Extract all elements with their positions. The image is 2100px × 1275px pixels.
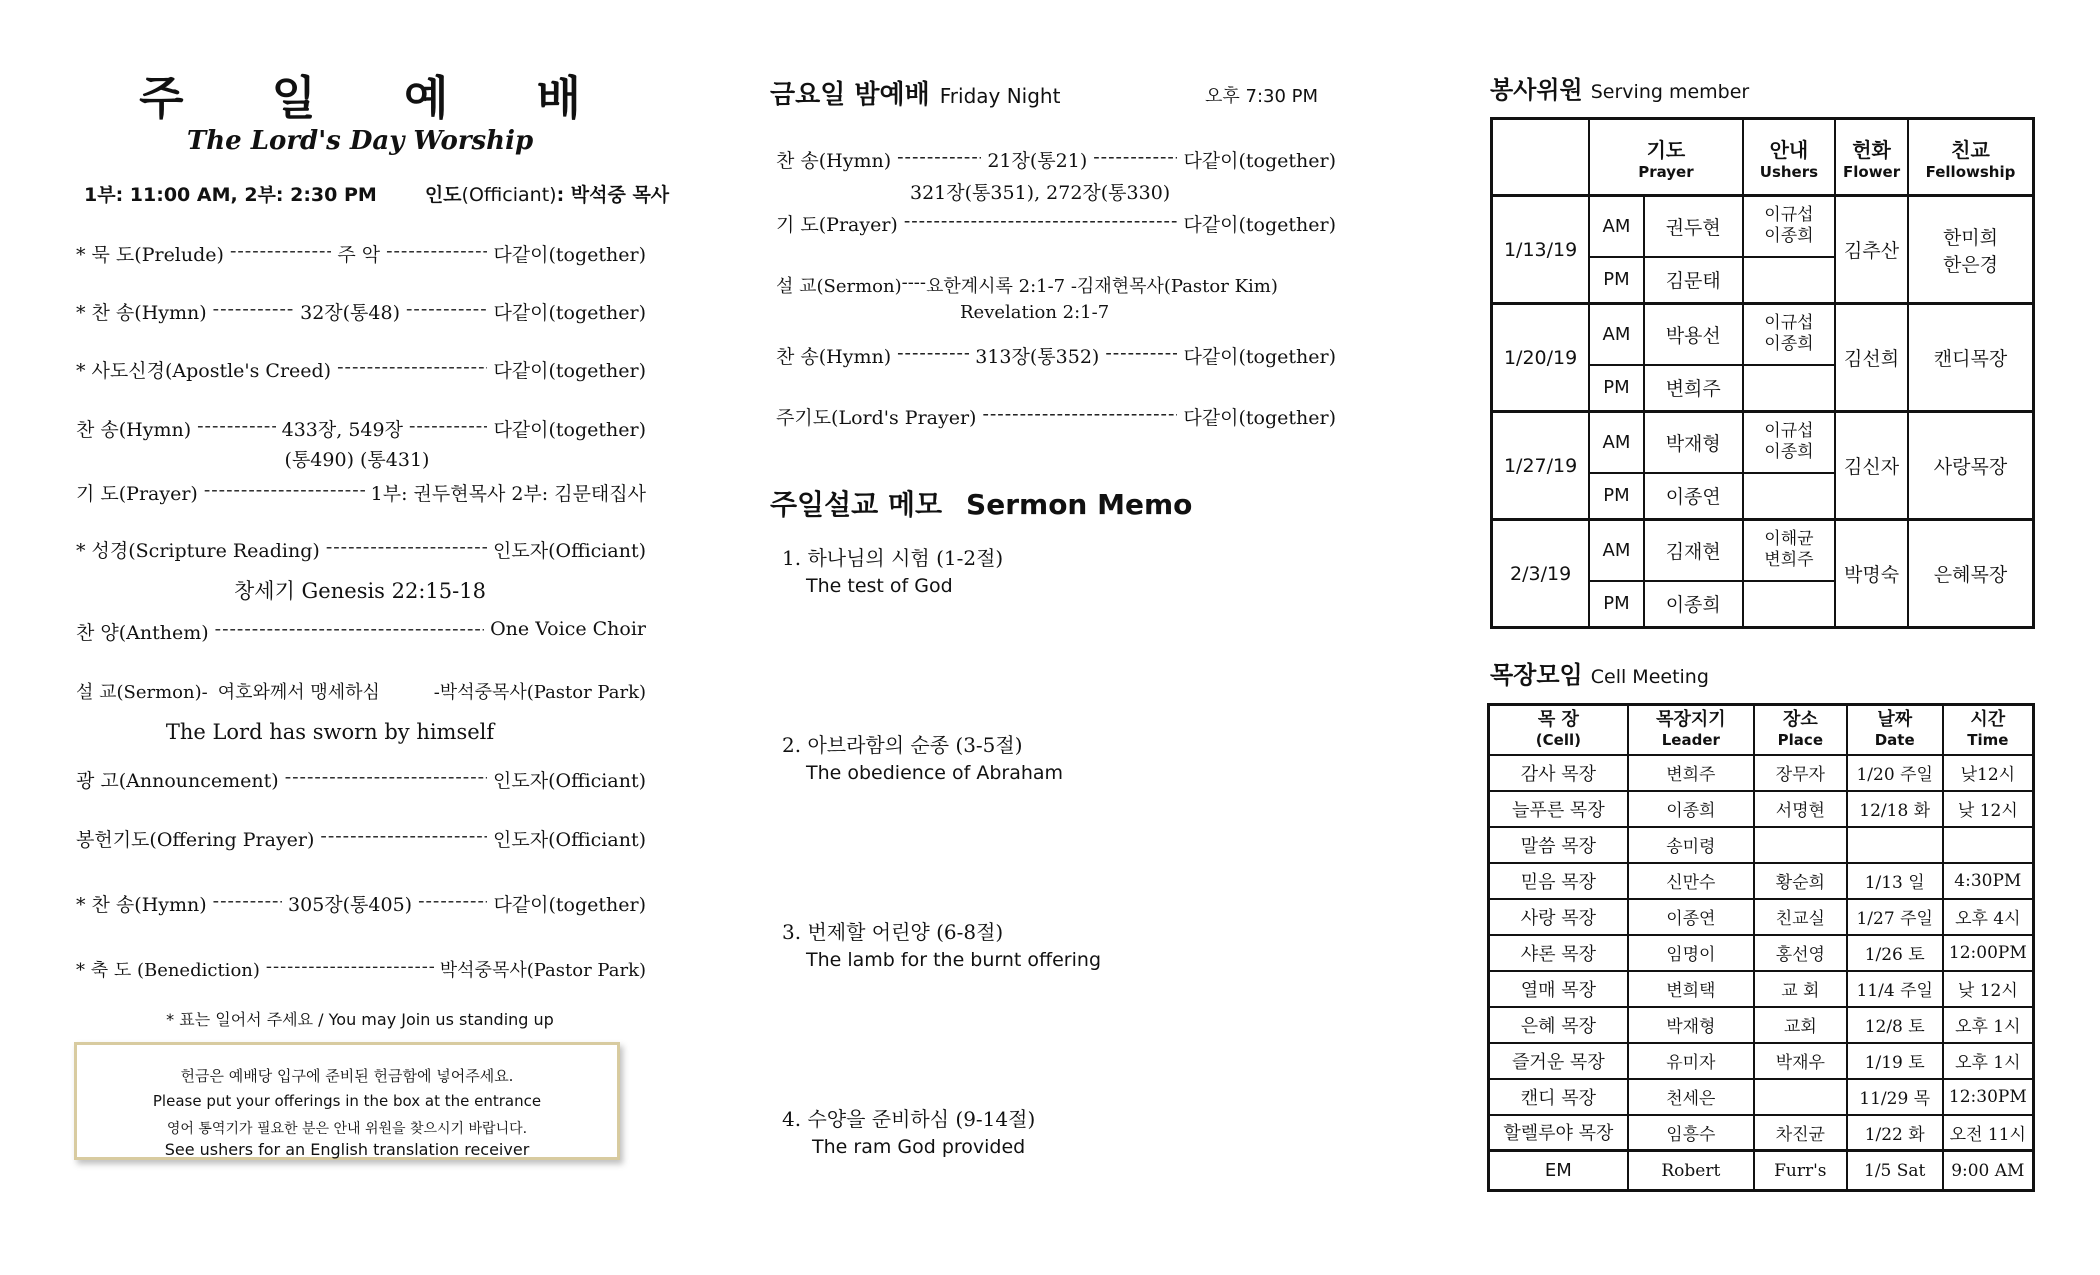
order-item-label: 기 도(Prayer) <box>76 483 198 505</box>
order-dots <box>1105 342 1177 369</box>
order-item-mid: 요한계시록 2:1-7 -김재현목사(Pastor Kim) <box>925 276 1278 297</box>
column-header-ushers: 안내 Ushers <box>1743 119 1836 196</box>
friday-time: 오후 7:30 PM <box>1205 86 1319 107</box>
order-dots <box>285 766 487 793</box>
order-item <box>76 618 646 645</box>
serving-date: 1/13/19 <box>1492 196 1590 304</box>
prayer-pm: 변희주 <box>1644 365 1743 412</box>
column-header-prayer: 기도 Prayer <box>1589 119 1743 196</box>
fellowship: 은혜목장 <box>1908 520 2034 628</box>
flower: 박명숙 <box>1835 520 1908 628</box>
cell-time: 오전 11시 <box>1943 1115 2034 1151</box>
service-times: 1부: 11:00 AM, 2부: 2:30 PM <box>84 184 377 206</box>
cell-time: 오후 1시 <box>1943 1043 2034 1079</box>
serving-and-cell-column <box>1490 0 2050 1275</box>
memo-point-en: The obedience of Abraham <box>806 762 1064 784</box>
table-corner <box>1492 119 1590 196</box>
order-dots <box>326 536 487 563</box>
page-title: 주 일 예 배 <box>139 71 617 125</box>
order-item <box>76 356 646 383</box>
cell-meeting-table <box>1487 703 2035 1192</box>
table-row <box>1492 520 2034 581</box>
cell-date: 1/5 Sat <box>1847 1151 1943 1191</box>
order-dots <box>320 825 487 852</box>
cell-time: 12:30PM <box>1943 1079 2034 1115</box>
flower: 김신자 <box>1835 412 1908 520</box>
cell-place: 박재우 <box>1754 1043 1847 1079</box>
cell-date: 11/4 주일 <box>1847 971 1943 1007</box>
order-item-label: 찬 송(Hymn) <box>776 346 892 368</box>
cell-leader: 신만수 <box>1628 863 1754 899</box>
pm-label: PM <box>1589 581 1644 628</box>
am-label: AM <box>1589 196 1644 257</box>
table-row <box>1489 755 2034 791</box>
memo-point-en: The lamb for the burnt offering <box>806 949 1102 971</box>
order-dots <box>1093 146 1177 173</box>
cell-name: EM <box>1489 1151 1628 1191</box>
cell-date: 1/22 화 <box>1847 1115 1943 1151</box>
prayer-am: 권두현 <box>1644 196 1743 257</box>
memo-point-en: The ram God provided <box>812 1136 1026 1158</box>
worship-order-column <box>70 0 670 1275</box>
table-row <box>1489 1151 2034 1191</box>
offering-notice-en: Please put your offerings in the box at the entrance <box>152 1092 542 1110</box>
order-item-leader: -박석중목사(Pastor Park) <box>433 682 646 703</box>
flower: 김추산 <box>1835 196 1908 304</box>
order-item-label: 광 고(Announcement) <box>76 770 279 792</box>
cell-leader: 유미자 <box>1628 1043 1754 1079</box>
column-header-cell: 목 장 (Cell) <box>1489 705 1628 755</box>
prayer-pm: 김문태 <box>1644 257 1743 304</box>
cell-place: 황순희 <box>1754 863 1847 899</box>
order-dots <box>266 956 434 982</box>
order-item-leader: 1부: 권두현목사 2부: 김문태집사 <box>370 483 646 505</box>
fellowship: 사랑목장 <box>1908 412 2034 520</box>
order-dots <box>418 890 487 917</box>
flower: 김선희 <box>1835 304 1908 412</box>
table-row <box>1489 971 2034 1007</box>
order-item-leader: One Voice Choir <box>490 618 646 640</box>
service-times-line <box>84 180 669 207</box>
order-item-label: * 축 도 (Benediction) <box>76 960 260 981</box>
cell-place: 교회 <box>1754 1007 1847 1043</box>
serving-header <box>1490 70 1749 105</box>
order-item <box>76 479 646 506</box>
order-item <box>76 766 646 793</box>
memo-point <box>782 729 1063 784</box>
order-dots <box>230 240 331 267</box>
column-header-leader: 목장지기 Leader <box>1628 705 1754 755</box>
cell-place: Furr's <box>1754 1151 1847 1191</box>
cell-leader: 변희주 <box>1628 755 1754 791</box>
am-label: AM <box>1589 412 1644 473</box>
ushers: 이규섭 이종희 <box>1743 196 1836 257</box>
order-item-label: 주기도(Lord's Prayer) <box>776 407 977 429</box>
column-header-flower: 헌화 Flower <box>1835 119 1908 196</box>
sermon-memo-title-en: Sermon Memo <box>966 488 1193 521</box>
ushers: 이해균 변희주 <box>1743 520 1836 581</box>
cell-time: 오후 1시 <box>1943 1007 2034 1043</box>
order-item-label: * 찬 송(Hymn) <box>76 894 207 916</box>
order-dots: ---- <box>901 272 926 293</box>
cell-place: 서명현 <box>1754 791 1847 827</box>
column-header-place: 장소 Place <box>1754 705 1847 755</box>
friday-order-item <box>776 146 1336 173</box>
column-header-date: 날짜 Date <box>1847 705 1943 755</box>
friday-order-item <box>776 342 1336 369</box>
cell-meeting-title: 목장모임 <box>1490 661 1583 689</box>
cell-time: 12:00PM <box>1943 935 2034 971</box>
order-item-label: 찬 송(Hymn) <box>76 419 192 441</box>
sermon-title: 여호와께서 맹세하심 <box>217 682 380 703</box>
order-item-label: * 성경(Scripture Reading) <box>76 540 320 562</box>
serving-date: 1/27/19 <box>1492 412 1590 520</box>
column-header-fellowship: 친교 Fellowship <box>1908 119 2034 196</box>
cell-date: 12/18 화 <box>1847 791 1943 827</box>
am-label: AM <box>1589 520 1644 581</box>
order-dots <box>213 298 294 325</box>
cell-name: 감사 목장 <box>1489 755 1628 791</box>
order-item <box>76 415 646 442</box>
cell-time: 낮 12시 <box>1943 971 2034 1007</box>
memo-point <box>782 1103 1035 1158</box>
cell-name: 사랑 목장 <box>1489 899 1628 935</box>
cell-leader: 이종희 <box>1628 791 1754 827</box>
sermon-memo-header <box>770 483 1192 523</box>
order-item-label: 찬 송(Hymn) <box>776 150 892 172</box>
cell-name: 말씀 목장 <box>1489 827 1628 863</box>
table-row <box>1489 863 2034 899</box>
cell-date: 1/13 일 <box>1847 863 1943 899</box>
cell-name: 캔디 목장 <box>1489 1079 1628 1115</box>
memo-point-ko: 3. 번제할 어린양 (6-8절) <box>782 920 1004 944</box>
am-label: AM <box>1589 304 1644 365</box>
serving-date: 2/3/19 <box>1492 520 1590 628</box>
order-dots <box>213 890 282 917</box>
memo-point-ko: 1. 하나님의 시험 (1-2절) <box>782 546 1004 570</box>
cell-date: 1/19 토 <box>1847 1043 1943 1079</box>
cell-time: 9:00 AM <box>1943 1151 2034 1191</box>
cell-place: 차진균 <box>1754 1115 1847 1151</box>
cell-date: 12/8 토 <box>1847 1007 1943 1043</box>
cell-name: 열매 목장 <box>1489 971 1628 1007</box>
order-item-leader: 박석중목사(Pastor Park) <box>439 960 646 981</box>
cell-date: 11/29 목 <box>1847 1079 1943 1115</box>
cell-place: 홍선영 <box>1754 935 1847 971</box>
friday-title-en: Friday Night <box>939 84 1061 108</box>
table-row <box>1489 1079 2034 1115</box>
order-item-mid: 21장(통21) <box>987 150 1088 172</box>
cell-name: 믿음 목장 <box>1489 863 1628 899</box>
cell-time: 낮 12시 <box>1943 791 2034 827</box>
memo-point <box>782 916 1101 971</box>
table-row <box>1492 196 2034 257</box>
fellowship: 한미희 한은경 <box>1908 196 2034 304</box>
sermon-title-en: The Lord has sworn by himself <box>165 720 495 744</box>
order-item-sub: Revelation 2:1-7 <box>960 302 1110 323</box>
scripture-reference: 창세기 Genesis 22:15-18 <box>234 579 486 603</box>
officiant-label-en: (Officiant) <box>461 184 557 206</box>
cell-name: 은혜 목장 <box>1489 1007 1628 1043</box>
fellowship: 캔디목장 <box>1908 304 2034 412</box>
standing-note: * 표는 일어서 주세요 / You may Join us standing up <box>166 1010 554 1029</box>
cell-meeting-header <box>1490 655 1709 690</box>
table-row <box>1489 899 2034 935</box>
ushers-empty <box>1743 257 1836 304</box>
order-item-label: * 묵 도(Prelude) <box>76 244 224 266</box>
prayer-pm: 이종희 <box>1644 581 1743 628</box>
serving-title: 봉사위원 <box>1490 76 1583 104</box>
table-row <box>1489 791 2034 827</box>
cell-date <box>1847 827 1943 863</box>
cell-place: 장무자 <box>1754 755 1847 791</box>
cell-time: 낮12시 <box>1943 755 2034 791</box>
order-item-leader: 인도자(Officiant) <box>493 829 646 851</box>
memo-point-ko: 2. 아브라함의 순종 (3-5절) <box>782 733 1023 757</box>
order-dots <box>904 210 1178 237</box>
memo-point <box>782 542 1003 597</box>
table-row <box>1489 1115 2034 1151</box>
cell-leader: 임명이 <box>1628 935 1754 971</box>
order-item-mid: 305장(통405) <box>288 894 413 916</box>
translation-notice-en: See ushers for an English translation receiver <box>164 1140 530 1159</box>
order-dots <box>406 298 487 325</box>
ushers: 이규섭 이종희 <box>1743 304 1836 365</box>
table-row <box>1489 827 2034 863</box>
cell-meeting-title-en: Cell Meeting <box>1590 666 1709 688</box>
ushers-empty <box>1743 473 1836 520</box>
table-row <box>1489 1043 2034 1079</box>
order-item-label: * 찬 송(Hymn) <box>76 302 207 324</box>
serving-table <box>1490 117 2035 629</box>
pm-label: PM <box>1589 257 1644 304</box>
order-item-leader: 다같이(together) <box>1183 407 1336 429</box>
cell-name: 할렐루야 목장 <box>1489 1115 1628 1151</box>
cell-leader: 송미령 <box>1628 827 1754 863</box>
order-dots <box>386 240 487 267</box>
cell-table-body <box>1489 755 2034 1191</box>
translation-notice-ko: 영어 통역기가 필요한 분은 안내 위원을 찾으시기 바랍니다. <box>166 1121 528 1137</box>
ushers-empty <box>1743 581 1836 628</box>
order-dots <box>982 403 1177 430</box>
order-item-label: * 사도신경(Apostle's Creed) <box>76 360 332 382</box>
order-item <box>76 956 646 982</box>
order-item-label: 설 교(Sermon) <box>776 276 902 297</box>
order-item-sub: (통490) (통431) <box>284 449 430 471</box>
order-item-leader: 다같이(together) <box>493 360 646 382</box>
cell-time: 4:30PM <box>1943 863 2034 899</box>
cell-leader: 이종연 <box>1628 899 1754 935</box>
table-row <box>1489 935 2034 971</box>
friday-header <box>770 74 1060 111</box>
order-item-mid: 433장, 549장 <box>281 419 403 441</box>
prayer-pm: 이종연 <box>1644 473 1743 520</box>
order-item-leader: 인도자(Officiant) <box>493 770 646 792</box>
order-item-sub: 321장(통351), 272장(통330) <box>910 182 1171 204</box>
pm-label: PM <box>1589 365 1644 412</box>
cell-name: 늘푸른 목장 <box>1489 791 1628 827</box>
column-header-time: 시간 Time <box>1943 705 2034 755</box>
order-item-label: 찬 양(Anthem) <box>76 622 209 644</box>
order-dots <box>409 415 487 442</box>
cell-place <box>1754 827 1847 863</box>
cell-date: 1/20 주일 <box>1847 755 1943 791</box>
order-item-label: 설 교(Sermon)- <box>76 682 208 703</box>
order-dots <box>897 342 969 369</box>
order-dots <box>337 356 487 383</box>
cell-place: 친교실 <box>1754 899 1847 935</box>
cell-name: 즐거운 목장 <box>1489 1043 1628 1079</box>
order-item <box>76 298 646 325</box>
page-subtitle: The Lord's Day Worship <box>186 126 534 156</box>
officiant-name: : 박석중 목사 <box>556 184 670 206</box>
order-dots <box>204 479 365 506</box>
order-item-label: 기 도(Prayer) <box>776 214 898 236</box>
officiant-label: 인도 <box>424 184 462 206</box>
ushers-empty <box>1743 365 1836 412</box>
order-item-mid: 313장(통352) <box>975 346 1100 368</box>
friday-and-memo-column <box>770 0 1360 1275</box>
offering-notice-ko: 헌금은 예배당 입구에 준비된 헌금함에 넣어주세요. <box>180 1067 514 1085</box>
prayer-am: 박재형 <box>1644 412 1743 473</box>
ushers: 이규섭 이종희 <box>1743 412 1836 473</box>
memo-point-ko: 4. 수양을 준비하심 (9-14절) <box>782 1107 1036 1131</box>
cell-leader: 임흥수 <box>1628 1115 1754 1151</box>
order-item <box>76 240 646 267</box>
cell-name: 샤론 목장 <box>1489 935 1628 971</box>
friday-title: 금요일 밤예배 <box>770 80 930 110</box>
prayer-am: 김재현 <box>1644 520 1743 581</box>
order-item-leader: 다같이(together) <box>1183 150 1337 172</box>
prayer-am: 박용선 <box>1644 304 1743 365</box>
table-row <box>1492 412 2034 473</box>
offering-notice-box <box>74 1042 620 1160</box>
cell-header-row <box>1489 705 2034 755</box>
order-item-leader: 다같이(together) <box>493 302 647 324</box>
sermon-memo-title: 주일설교 메모 <box>770 488 943 521</box>
cell-leader: Robert <box>1628 1151 1754 1191</box>
cell-date: 1/27 주일 <box>1847 899 1943 935</box>
order-item-leader: 다같이(together) <box>493 244 646 266</box>
serving-title-en: Serving member <box>1590 81 1750 103</box>
order-item-leader: 다같이(together) <box>493 894 647 916</box>
table-row <box>1492 304 2034 365</box>
order-dots <box>897 146 981 173</box>
order-item <box>76 890 646 917</box>
order-item-leader: 다같이(together) <box>1183 346 1337 368</box>
order-dots <box>197 415 275 442</box>
friday-order-item <box>776 272 1336 298</box>
cell-leader: 변희택 <box>1628 971 1754 1007</box>
cell-place <box>1754 1079 1847 1115</box>
order-item-mid: 주 악 <box>337 244 381 266</box>
serving-date: 1/20/19 <box>1492 304 1590 412</box>
cell-date: 1/26 토 <box>1847 935 1943 971</box>
order-item-label: 봉헌기도(Offering Prayer) <box>76 829 315 851</box>
order-item-mid: 32장(통48) <box>300 302 400 324</box>
cell-time <box>1943 827 2034 863</box>
order-item-leader: 다같이(together) <box>1183 214 1336 236</box>
friday-order-item <box>776 210 1336 237</box>
memo-point-en: The test of God <box>806 575 953 597</box>
order-item-leader: 다같이(together) <box>493 419 647 441</box>
table-row <box>1489 1007 2034 1043</box>
cell-time: 오후 4시 <box>1943 899 2034 935</box>
order-item <box>76 678 646 704</box>
order-dots <box>215 618 484 645</box>
cell-leader: 천세은 <box>1628 1079 1754 1115</box>
order-item <box>76 536 646 563</box>
cell-leader: 박재형 <box>1628 1007 1754 1043</box>
order-item <box>76 825 646 852</box>
cell-place: 교 회 <box>1754 971 1847 1007</box>
order-item-leader: 인도자(Officiant) <box>493 540 646 562</box>
serving-header-row <box>1492 119 2034 196</box>
pm-label: PM <box>1589 473 1644 520</box>
friday-order-item <box>776 403 1336 430</box>
